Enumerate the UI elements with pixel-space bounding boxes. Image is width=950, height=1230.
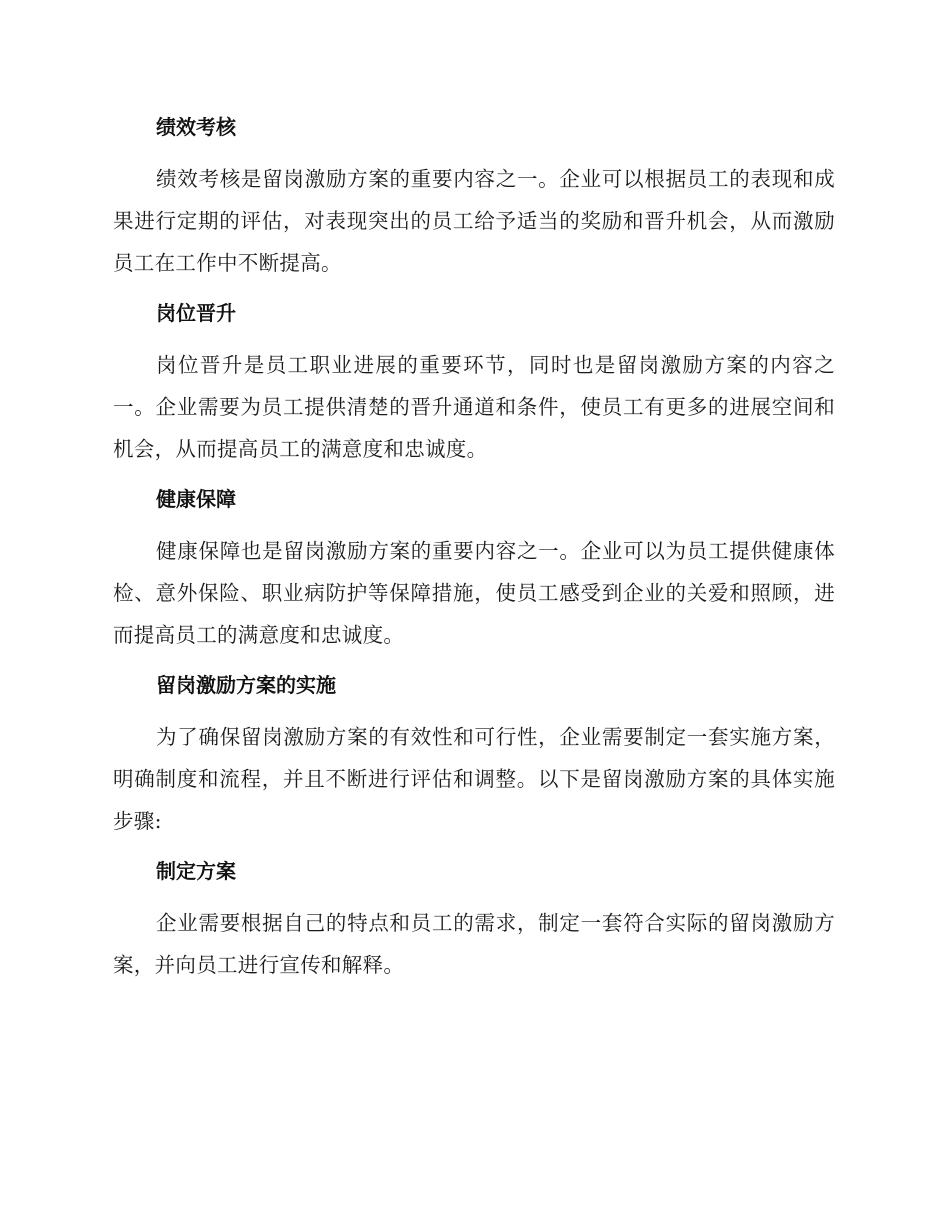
section-paragraph: 为了确保留岗激励方案的有效性和可行性，企业需要制定一套实施方案，明确制度和流程，并且不断进行评估和调整。以下是留岗激励方案的具体实施步骤: <box>113 725 835 833</box>
section-paragraph: 企业需要根据自己的特点和员工的需求，制定一套符合实际的留岗激励方案，并向员工进行宣传和解释。 <box>113 911 835 977</box>
section-paragraph: 岗位晋升是员工职业进展的重要环节，同时也是留岗激励方案的内容之一。企业需要为员工提供清楚的晋升通道和条件，使员工有更多的进展空间和机会，从而提高员工的满意度和忠诚度。 <box>113 353 835 461</box>
document-content <box>113 110 835 998</box>
section-heading: 健康保障 <box>156 487 236 511</box>
section-heading: 绩效考核 <box>156 115 236 139</box>
section-implementation <box>113 668 835 842</box>
section-plan-formulation <box>113 854 835 986</box>
section-health-protection <box>113 482 835 656</box>
section-paragraph: 健康保障也是留岗激励方案的重要内容之一。企业可以为员工提供健康体检、意外保险、职业病防护等保障措施，使员工感受到企业的关爱和照顾，进而提高员工的满意度和忠诚度。 <box>113 539 835 647</box>
section-heading: 岗位晋升 <box>156 301 236 325</box>
section-heading: 制定方案 <box>156 859 236 883</box>
section-paragraph: 绩效考核是留岗激励方案的重要内容之一。企业可以根据员工的表现和成果进行定期的评估，对表现突出的员工给予适当的奖励和晋升机会，从而激励员工在工作中不断提高。 <box>113 167 835 275</box>
section-performance-review <box>113 110 835 284</box>
section-job-promotion <box>113 296 835 470</box>
section-heading: 留岗激励方案的实施 <box>156 673 336 697</box>
